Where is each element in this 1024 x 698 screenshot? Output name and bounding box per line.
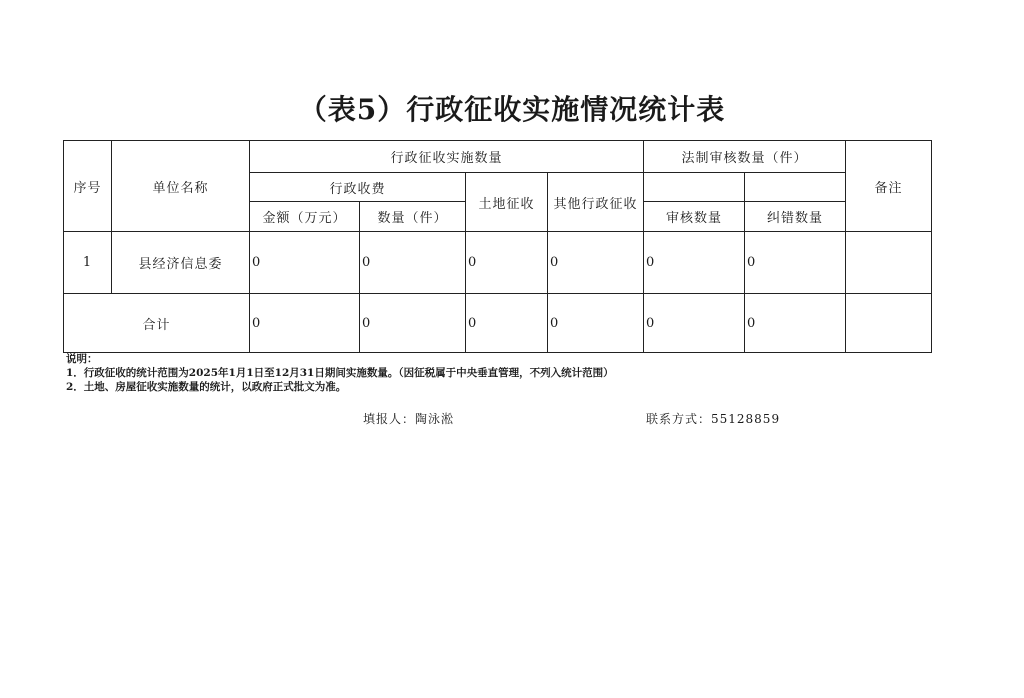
row-remark (846, 232, 932, 294)
row-land: 0 (466, 232, 548, 294)
notes-heading: 说明： (66, 353, 98, 365)
header-remark: 备注 (846, 141, 932, 232)
total-review: 0 (644, 294, 745, 353)
total-amount: 0 (250, 294, 360, 353)
total-other: 0 (548, 294, 644, 353)
total-correction: 0 (745, 294, 846, 353)
header-other-collection: 其他行政征收 (548, 173, 644, 232)
row-other: 0 (548, 232, 644, 294)
row-review: 0 (644, 232, 745, 294)
header-review-quantity: 审核数量 (644, 202, 745, 232)
statistics-table (63, 140, 932, 353)
filler-name: 填报人：陶泳淞 (363, 412, 455, 426)
header-count: 数量（件） (360, 202, 466, 232)
table-row (64, 232, 932, 294)
row-unit-name: 县经济信息委 (112, 232, 250, 294)
notes (66, 352, 614, 394)
total-label: 合计 (64, 294, 250, 353)
row-amount: 0 (250, 232, 360, 294)
total-row (64, 294, 932, 353)
total-remark (846, 294, 932, 353)
header-blank-cell (644, 173, 745, 202)
header-correction-quantity: 纠错数量 (745, 202, 846, 232)
row-correction: 0 (745, 232, 846, 294)
note-item: 2．土地、房屋征收实施数量的统计，以政府正式批文为准。 (66, 381, 347, 393)
header-land-collection: 土地征收 (466, 173, 548, 232)
header-amount: 金额（万元） (250, 202, 360, 232)
header-seq: 序号 (64, 141, 112, 232)
header-blank-cell (745, 173, 846, 202)
total-land: 0 (466, 294, 548, 353)
total-count: 0 (360, 294, 466, 353)
header-administrative-fee: 行政收费 (250, 173, 466, 202)
contact-info: 联系方式：55128859 (646, 412, 781, 426)
row-seq: 1 (64, 232, 112, 294)
header-legal-review: 法制审核数量（件） (644, 141, 846, 173)
page-title: （表5）行政征收实施情况统计表 (298, 93, 726, 126)
note-item: 1．行政征收的统计范围为2025年1月1日至12月31日期间实施数量。（因征税属于中央垂直管理，不列入统计范围） (66, 367, 614, 379)
header-unit-name: 单位名称 (112, 141, 250, 232)
header-collection-quantity: 行政征收实施数量 (250, 141, 644, 173)
row-count: 0 (360, 232, 466, 294)
